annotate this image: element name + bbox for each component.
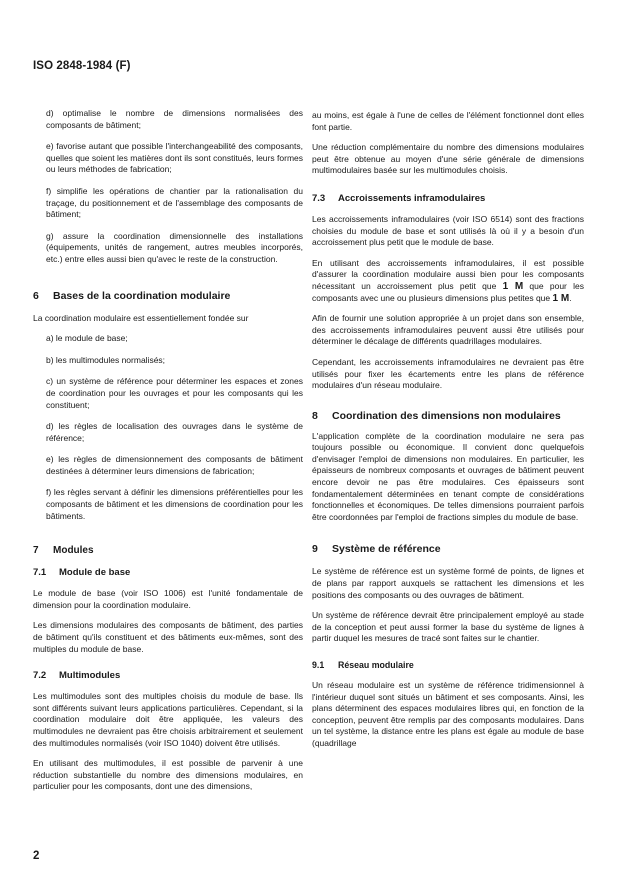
section-7-3-para-2 [312,258,584,304]
sec6-item-f: f) les règles servant à définir les dimensions préférentielles pour les composants de bâtiment et les dimensions de coordination pour les bâtiments. [46,487,303,521]
section-7-1-heading [33,567,303,579]
section-7-3-para-2a: En utilisant des accroissements inframodulaires, il est possible d'assurer la coordination modulaire aussi bien pour les composants nécessitant un accroissement plus petit que [312,257,584,291]
section-7-1-para-2: Les dimensions modulaires des composants de bâtiment, des parties de bâtiment qu'ils constituent et des bâtiments eux-mêmes, sont des multiples du module de base. [33,620,303,654]
section-7-1-para-1: Le module de base (voir ISO 1006) est l'unité fondamentale de dimension pour la coordination modulaire. [33,588,303,610]
section-7-1-number: 7.1 [33,567,47,579]
document-code: ISO 2848-1984 (F) [33,60,131,72]
section-7-3-number: 7.3 [312,192,326,204]
section-9-1-para-1: Un réseau modulaire est un système de référence tridimensionnel à l'intérieur duquel sont situés un bâtiment et ses composants. Ainsi, les plans déterminent des espaces modulaires libres qui, en fonction de la conception, peuvent être remplis par des composants modulaires. Dans un tel système, la distance entre les plans est égale au module de base (quadrillage [312,680,584,748]
section-7-2-para-1: Les multimodules sont des multiples choisis du module de base. Ils sont différents suivant leurs applications particulières. Cependant, si la coordination modulaire doit être appliquée, les valeurs des multimodules ne devraient pas être choisis arbitrairement et seulement des multimodules normalisés (voir ISO 1040) doivent être utilisés. [33,691,303,748]
section-6-number: 6 [33,289,39,302]
left-column [33,108,303,802]
section-9-1-heading [312,659,584,671]
continuation-para-1: au moins, est égale à l'une de celles de l'élément fonctionnel dont elles font partie. [312,110,584,132]
section-9-number: 9 [312,543,318,556]
section-6-intro: La coordination modulaire est essentiellement fondée sur [33,312,249,323]
section-8-heading [312,410,584,423]
section-9-heading [312,543,584,556]
module-symbol: 1 M [502,280,524,292]
section-7-3-para-2b: que pour les composants avec une ou plusieurs dimensions plus petites que [312,280,584,303]
section-9-para-2: Un système de référence devrait être principalement employé au stade de la conception et peut aussi former la base du système de lignes à partir duquel les mesures de tracé sont faites sur le chantier. [312,610,584,644]
section-7-3-heading [312,193,584,205]
section-7-3-para-4: Cependant, les accroissements inframodulaires ne devraient pas être utilisés pour fixer les écartements entre les plans de référence modulaires d'un réseau modulaire. [312,356,584,391]
section-7-1-title: Module de base [59,567,131,579]
list-item-f: f) simplifie les opérations de chantier par la rationalisation du traçage, du positionnement et de l'assemblage des composants de bâtiment; [46,185,303,220]
section-9-para-1: Le système de référence est un système formé de points, de lignes et de plans par rapport auxquels se rattachent les dimensions et les positions des composants ou des ouvrages de bâtiment. [312,566,584,600]
list-item-d: d) optimalise le nombre de dimensions normalisées des composants de bâtiment; [46,108,303,130]
sec6-item-a: a) le module de base; [46,333,128,344]
section-6-title: Bases de la coordination modulaire [53,289,231,302]
section-6-heading [33,290,303,303]
section-7-2-para-2: En utilisant des multimodules, il est possible de parvenir à une réduction substantielle du nombre des dimensions modulaires, en particulier pour les composants, dont une des dimensions, [33,758,303,792]
section-7-number: 7 [33,545,39,557]
section-7-heading [33,544,303,557]
continuation-para-2: Une réduction complémentaire du nombre des dimensions modulaires peut être obtenue au moyen d'une série générale de dimensions multimodulaires basée sur les multimodules choisis. [312,142,584,176]
section-7-2-number: 7.2 [33,670,47,682]
page-number: 2 [33,850,40,862]
list-item-e: e) favorise autant que possible l'interchangeabilité des composants, quelles que soient les matières dont ils sont constitués, leurs formes ou leurs méthodes de fabrication; [46,141,303,175]
section-7-2-title: Multimodules [59,670,121,682]
sec6-item-c: c) un système de référence pour déterminer les espaces et zones de coordination pour les ouvrages et pour les composants qui les constituent; [46,376,303,410]
sec6-item-d: d) les règles de localisation des ouvrages dans le système de référence; [46,421,303,443]
section-7-2-heading [33,670,303,682]
section-7-3-para-3: Afin de fournir une solution appropriée à un projet dans son ensemble, des accroissements inframodulaires peuvent aussi être utilisés pour déterminer le décalage de différents quadrillages modulaires. [312,313,584,347]
section-8-title: Coordination des dimensions non modulaires [332,409,561,422]
section-9-title: Système de référence [332,543,441,556]
section-9-1-number: 9.1 [312,660,325,670]
section-7-3-title: Accroissements inframodulaires [338,192,486,204]
section-7-3-para-1: Les accroissements inframodulaires (voir ISO 6514) sont des fractions choisies du module de base et sont utilisés là où il y a besoin d'un accroissement plus petit que le module de base. [312,213,584,248]
list-item-g: g) assure la coordination dimensionnelle des installations (équipements, unités de rangement, autres meubles incorporés, etc.) entre elles aussi bien qu'avec le reste de la construction. [46,230,303,264]
section-7-3-para-2c: . [569,292,572,303]
sec6-item-e: e) les règles de dimensionnement des composants de bâtiment destinées à déterminer leurs dimensions de fabrication; [46,454,303,476]
right-column [312,110,584,759]
module-symbol-2: 1 M [552,292,570,304]
section-7-title: Modules [53,545,94,557]
section-9-1-title: Réseau modulaire [338,660,414,670]
sec6-item-b: b) les multimodules normalisés; [46,354,166,365]
section-8-number: 8 [312,409,318,422]
section-8-para-1: L'application complète de la coordination modulaire ne sera pas toujours possible ou économique. Il convient donc quelquefois d'envisager l'emploi de dimensions non modulaires. En particulier, les épaisseurs de nombreux composants et ouvrages de bâtiment peuvent encore devoir ne pas être modulaires. Ces épaisseurs sont fondamentalement déterminées en tenant compte de considérations fonctionnelles et économiques. De telles dimensions pourraient parfois être coordonnées par l'emploi de fractions simples du module de base. [312,430,584,522]
